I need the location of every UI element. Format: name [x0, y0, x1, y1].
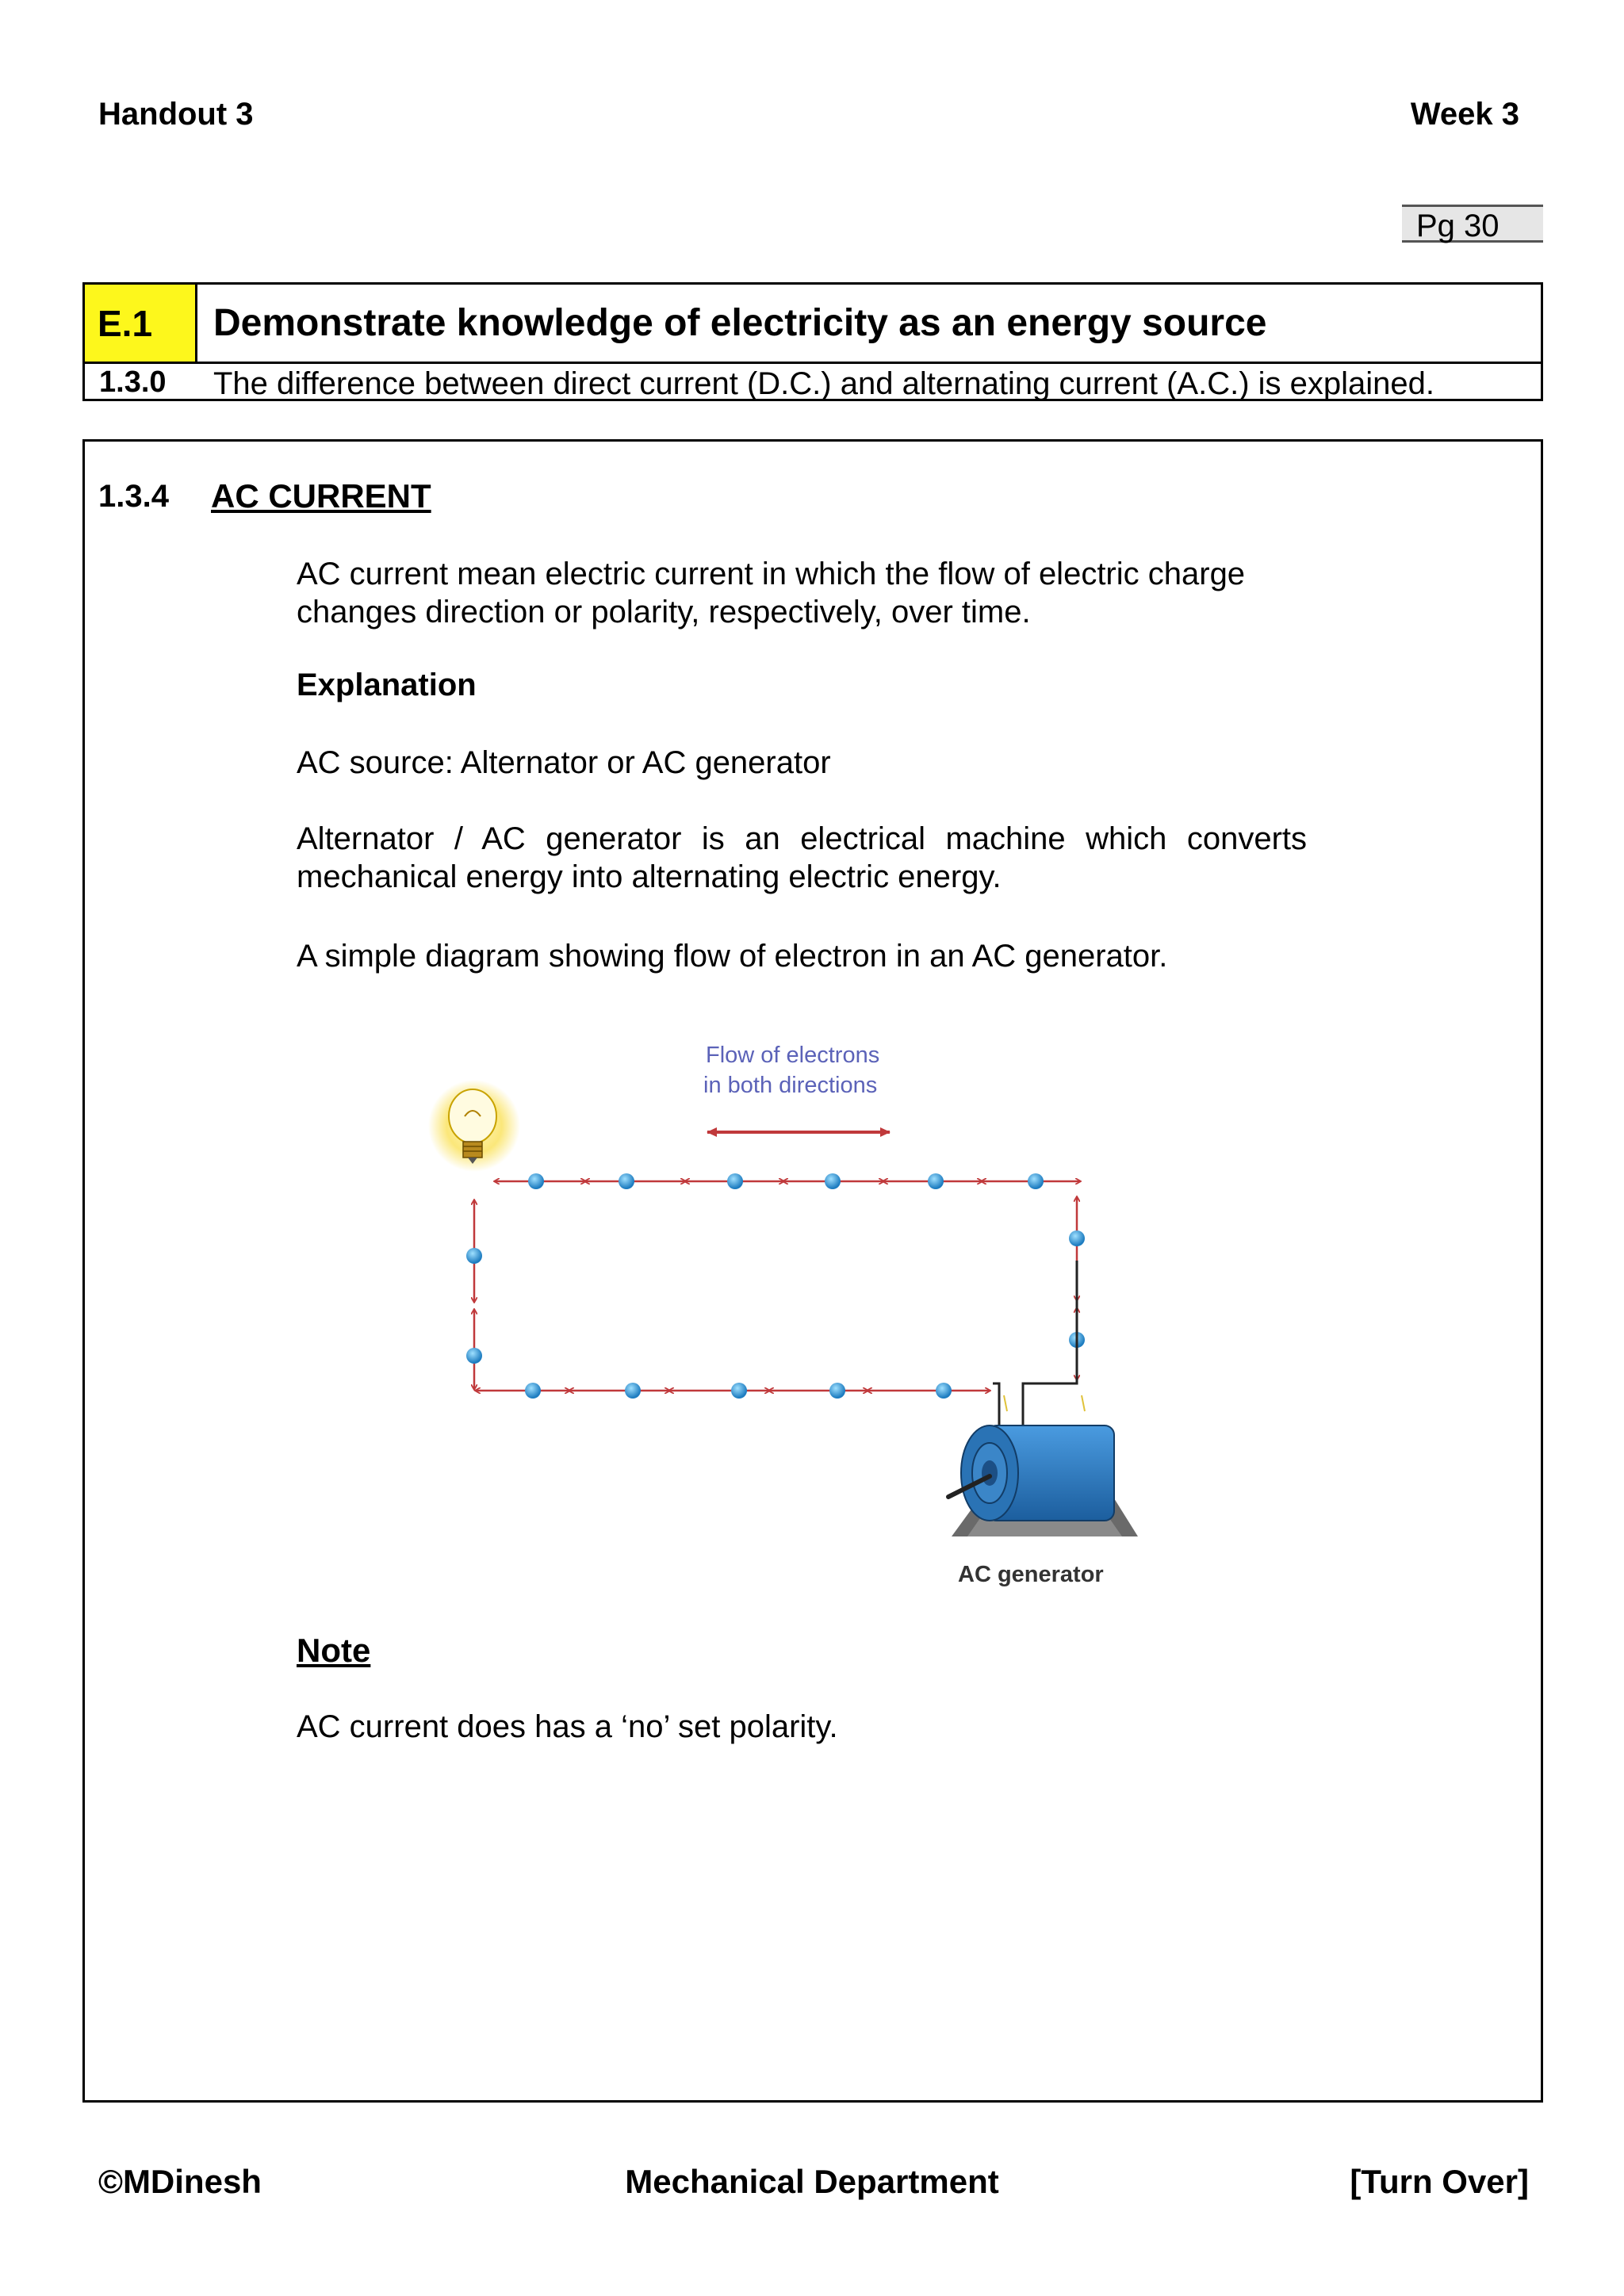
outcome-title: Demonstrate knowledge of electricity as an energy source — [213, 302, 1267, 344]
note-heading: Note — [297, 1632, 371, 1669]
outcome-code: E.1 — [85, 285, 197, 362]
turn-over-label: [Turn Over] — [1350, 2163, 1529, 2200]
week-label: Week 3 — [1410, 97, 1519, 132]
outcome-box — [82, 282, 1543, 401]
section-title: AC CURRENT — [211, 477, 431, 515]
electron — [928, 1173, 944, 1189]
ac-circuit-diagram — [396, 1023, 1158, 1609]
sub-outcome-code: 1.3.0 — [99, 365, 167, 399]
electron — [829, 1383, 845, 1399]
electron — [731, 1383, 747, 1399]
definition-paragraph: AC current mean electric current in which the flow of electric charge changes direction or polarity, respectively, over time. — [297, 557, 1246, 629]
spark-marks — [1004, 1395, 1085, 1411]
electron — [528, 1173, 544, 1189]
light-bulb-icon — [428, 1080, 520, 1172]
circuit-path — [466, 1173, 1085, 1399]
explanation-heading: Explanation — [297, 668, 477, 702]
electron — [825, 1173, 841, 1189]
department-label: Mechanical Department — [625, 2163, 999, 2200]
page-number: Pg 30 — [1402, 205, 1543, 243]
electron — [727, 1173, 743, 1189]
diagram-intro-paragraph: A simple diagram showing flow of electron in an AC generator. — [297, 939, 1168, 974]
electron — [1069, 1230, 1085, 1246]
electron — [466, 1248, 482, 1264]
electron — [625, 1383, 641, 1399]
handout-label: Handout 3 — [98, 97, 254, 132]
electron — [525, 1383, 541, 1399]
sub-outcome-text: The difference between direct current (D.C.) and alternating current (A.C.) is explained. — [213, 366, 1434, 401]
electron — [1028, 1173, 1044, 1189]
flow-label-line2: in both directions — [703, 1073, 878, 1098]
ac-source-paragraph: AC source: Alternator or AC generator — [297, 745, 831, 780]
copyright: ©MDinesh — [98, 2163, 262, 2200]
electron — [936, 1383, 952, 1399]
flow-label-line1: Flow of electrons — [706, 1043, 880, 1068]
electron — [466, 1348, 482, 1364]
section-number: 1.3.4 — [98, 479, 169, 514]
generator-label: AC generator — [958, 1562, 1104, 1587]
alternator-paragraph: Alternator / AC generator is an electrical machine which converts mechanical energy into alternating electric energy. — [297, 821, 1307, 894]
ac-generator-icon — [948, 1425, 1138, 1536]
electron — [619, 1173, 634, 1189]
note-text: AC current does has a ‘no’ set polarity. — [297, 1709, 838, 1744]
